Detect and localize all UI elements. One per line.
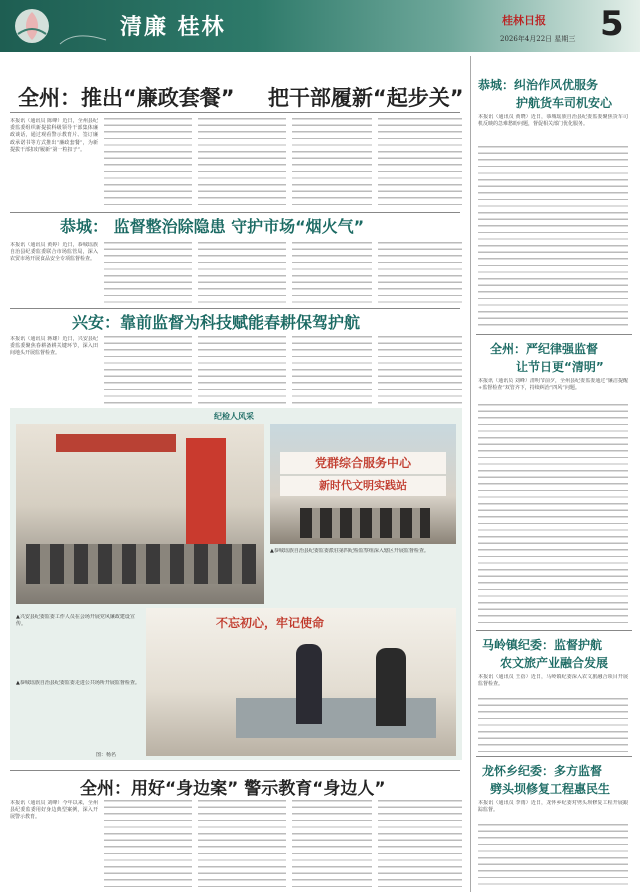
divider xyxy=(476,334,632,335)
article-lead: 本报讯（通讯员 黄婷）近日，恭城瑶族自治县纪委监委联合市场监管局，深入农贸市场开展食品安全专项监督检查。 xyxy=(10,242,98,263)
headline-place: 全州： xyxy=(18,86,81,110)
center-sign: 党群综合服务中心 xyxy=(280,452,446,474)
group-people xyxy=(300,508,430,538)
service-center-photo xyxy=(270,424,456,544)
headline-place: 全州： xyxy=(80,779,131,799)
headline-place: 恭城： xyxy=(478,78,515,92)
red-panel xyxy=(186,438,226,548)
text-column xyxy=(378,118,462,208)
headline-part-b: 把干部履新“起步关” xyxy=(267,86,464,110)
divider xyxy=(476,630,632,631)
headline-gongcheng-right-2: 护航货车司机安心 xyxy=(516,96,613,110)
headline-title: 用好“身边案” 警示教育“身边人” xyxy=(131,779,386,799)
headline-place: 全州： xyxy=(490,342,527,356)
article-lead: 本报讯（通讯员 黄晓）近日，恭城瑶族自治县纪委监委聚焦货车司机反映的急难愁盼问题，督促相关部门优化服务。 xyxy=(478,114,628,128)
meeting-room-photo xyxy=(16,424,264,604)
divider xyxy=(476,756,632,757)
headline-maling xyxy=(482,636,602,653)
text-column xyxy=(198,800,286,890)
text-column xyxy=(198,118,286,208)
text-column xyxy=(104,336,192,404)
headline-quanzhou-top xyxy=(18,82,464,112)
divider xyxy=(10,770,460,771)
headline-quanzhou-bottom xyxy=(80,774,386,799)
headline-gongcheng-top xyxy=(60,214,364,237)
text-column xyxy=(478,404,628,624)
photo-credit: 图：杨名 xyxy=(96,752,117,758)
headline-part-a: 多方监督 xyxy=(554,764,603,778)
issue-date: 2026年4月22日 星期三 xyxy=(500,35,576,43)
headline-quanzhou-right-2: 让节日更“清明” xyxy=(516,360,604,374)
caption-2: ▲兴安县纪委监委工作人员在会场开展党风廉政建设宣传。 xyxy=(16,614,135,627)
caption-1: ▲恭城瑶族自治县纪委监委派驻第四纪检监察组深入辖区开展监督检查。 xyxy=(270,548,429,554)
headline-longhuai xyxy=(482,762,602,779)
text-column xyxy=(378,242,462,304)
article-lead: 本报讯（通讯员 王蓓）近日，马岭镇纪委深入农文旅融合项目开展监督检查。 xyxy=(478,674,628,688)
display-table xyxy=(236,698,436,738)
person xyxy=(296,644,322,724)
text-column xyxy=(198,242,286,304)
headline-title: 监督整治除隐患 守护市场“烟火气” xyxy=(113,217,365,236)
inspection-photo xyxy=(146,608,456,756)
text-column xyxy=(104,118,192,208)
article-lead: 本报讯（通讯员 蒋雄）近日，兴安县纪委监委聚焦春耕备耕关键环节，深入田间地头开展监督检查。 xyxy=(10,336,98,357)
headline-maling-2: 农文旅产业融合发展 xyxy=(500,656,609,670)
article-lead: 本报讯（通讯员 陈峰）近日，全州县纪委监委组织新提拔科级领导干部集体廉政谈话，通过观看警示教育片、签订廉政承诺书等方式推出“廉政套餐”，为新提拔干部扣好履新“第一粒扣子”。 xyxy=(10,118,98,153)
text-column xyxy=(292,242,372,304)
headline-place: 龙怀乡纪委： xyxy=(482,764,555,778)
text-column xyxy=(478,698,628,752)
lotus-decoration-icon xyxy=(10,4,110,48)
headline-part-a: 推出“廉政套餐” xyxy=(81,86,235,110)
divider xyxy=(10,112,460,113)
center-sign-2: 新时代文明实践站 xyxy=(280,476,446,496)
person xyxy=(376,648,406,726)
text-column xyxy=(198,336,286,404)
headline-part-a: 监督护航 xyxy=(554,638,603,652)
column-divider xyxy=(470,56,471,892)
text-column xyxy=(478,824,628,890)
article-lead: 本报讯（通讯员 李雨）近日，龙怀乡纪委对劈头坝修复工程开展跟踪监督。 xyxy=(478,800,628,814)
text-column xyxy=(292,118,372,208)
page-number: 5 xyxy=(600,4,624,44)
seated-audience xyxy=(26,544,256,584)
headline-part-a: 纠治作风优服务 xyxy=(514,78,599,92)
headline-title: 靠前监督为科技赋能春耕保驾护航 xyxy=(120,313,361,332)
text-column xyxy=(478,146,628,328)
headline-part-a: 严纪律强监督 xyxy=(526,342,599,356)
wall-slogan: 不忘初心，牢记使命 xyxy=(216,616,325,630)
divider xyxy=(10,212,460,213)
text-column xyxy=(292,800,372,890)
text-column xyxy=(104,800,192,890)
article-lead: 本报讯（通讯员 刘峰）今年以来，全州县纪委监委用好身边典型案例，深入开展警示教育。 xyxy=(10,800,98,821)
paper-name: 桂林日报 xyxy=(502,14,546,27)
text-column xyxy=(378,800,462,890)
text-column xyxy=(104,242,192,304)
headline-place: 兴安： xyxy=(72,313,121,332)
section-title: 清廉 桂林 xyxy=(120,14,226,40)
headline-longhuai-2: 劈头坝修复工程惠民生 xyxy=(490,782,611,796)
headline-place: 恭城： xyxy=(60,217,109,236)
headline-place: 马岭镇纪委： xyxy=(482,638,555,652)
text-column xyxy=(378,336,462,404)
text-column xyxy=(292,336,372,404)
article-lead: 本报讯（通讯员 刘峰）清明节前夕，全州县纪委监委通过“廉洁提醒+监督检查”双管齐下，持续纠治“四风”问题。 xyxy=(478,378,628,392)
caption-3: ▲恭城瑶族自治县纪委监委走进公共场所开展监督检查。 xyxy=(16,680,140,686)
headline-quanzhou-right xyxy=(490,340,598,357)
headline-gongcheng-right xyxy=(478,76,598,93)
divider xyxy=(10,308,460,309)
headline-xingan xyxy=(72,310,360,333)
banner xyxy=(56,434,176,452)
feature-label: 纪检人风采 xyxy=(214,411,254,421)
